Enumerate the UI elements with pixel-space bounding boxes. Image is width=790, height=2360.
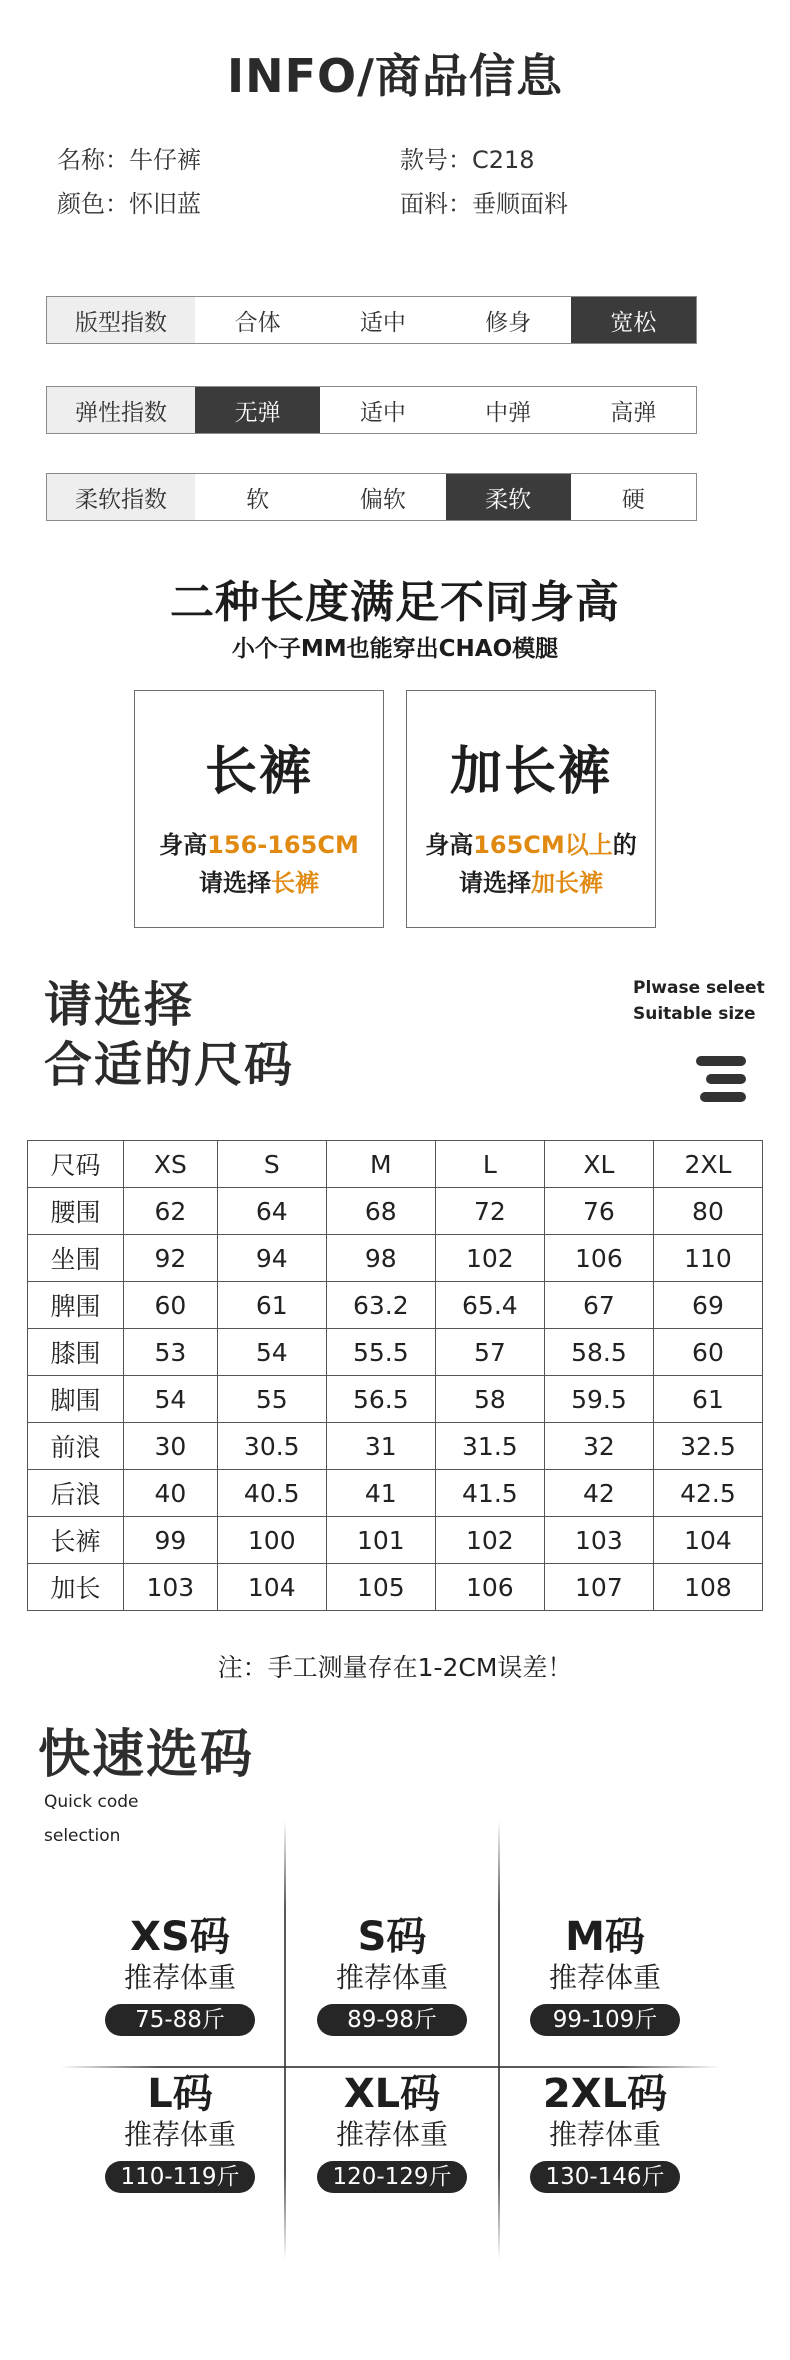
quick-card-s xyxy=(292,1914,492,2036)
length-subheading: 小个子MM也能穿出CHAO模腿 xyxy=(231,636,559,662)
table-cell: 58 xyxy=(435,1376,544,1423)
table-cell: 30 xyxy=(124,1423,218,1470)
table-row xyxy=(28,1517,763,1564)
spec-option: 修身 xyxy=(485,309,532,336)
spec-label: 弹性指数 xyxy=(47,387,195,433)
table-cell: 长裤 xyxy=(28,1517,124,1564)
table-cell: 56.5 xyxy=(326,1376,435,1423)
table-header-cell: S xyxy=(217,1141,326,1188)
quick-card-label: 推荐体重 xyxy=(123,1961,236,1994)
table-cell: 101 xyxy=(326,1517,435,1564)
length-card-choose: 请选择加长裤 xyxy=(459,869,603,897)
table-cell: 坐围 xyxy=(28,1235,124,1282)
table-cell: 72 xyxy=(435,1188,544,1235)
spec-option-selected: 柔软 xyxy=(446,474,571,520)
table-row xyxy=(28,1282,763,1329)
quick-card-label: 推荐体重 xyxy=(123,2118,236,2151)
table-cell: 40 xyxy=(124,1470,218,1517)
select-size-title-line1: 请选择 xyxy=(44,977,195,1033)
table-cell: 102 xyxy=(435,1235,544,1282)
table-cell: 54 xyxy=(217,1329,326,1376)
quick-card-weight-badge: 89-98斤 xyxy=(317,2004,467,2036)
table-cell: 92 xyxy=(124,1235,218,1282)
table-cell: 31 xyxy=(326,1423,435,1470)
grid-divider xyxy=(284,1820,286,2260)
table-cell: 80 xyxy=(653,1188,762,1235)
table-cell: 30.5 xyxy=(217,1423,326,1470)
quick-card-size: L码 xyxy=(147,2071,213,2117)
quick-card-size: M码 xyxy=(565,1914,645,1960)
table-cell: 104 xyxy=(653,1517,762,1564)
menu-lines-icon xyxy=(692,1054,748,1104)
spec-option: 软 xyxy=(246,486,270,513)
table-cell: 98 xyxy=(326,1235,435,1282)
quick-card-weight-badge: 110-119斤 xyxy=(105,2161,255,2193)
spec-option-selected: 无弹 xyxy=(195,387,320,433)
table-cell: 31.5 xyxy=(435,1423,544,1470)
table-cell: 105 xyxy=(326,1564,435,1611)
size-table xyxy=(27,1140,763,1611)
table-row xyxy=(28,1423,763,1470)
table-cell: 54 xyxy=(124,1376,218,1423)
length-card-title: 加长裤 xyxy=(449,742,612,802)
quick-select-title: 快速选码 xyxy=(38,1725,255,1785)
table-cell: 58.5 xyxy=(544,1329,653,1376)
quick-card-weight-badge: 99-109斤 xyxy=(530,2004,680,2036)
table-cell: 94 xyxy=(217,1235,326,1282)
table-cell: 61 xyxy=(217,1282,326,1329)
table-cell: 65.4 xyxy=(435,1282,544,1329)
spec-label: 柔软指数 xyxy=(47,474,195,520)
table-cell: 61 xyxy=(653,1376,762,1423)
table-row xyxy=(28,1329,763,1376)
length-card-title: 长裤 xyxy=(204,742,313,802)
length-card-long xyxy=(406,690,656,928)
length-card-height: 身高165CM以上的 xyxy=(425,831,637,859)
spec-label: 版型指数 xyxy=(47,297,195,343)
product-name: 名称：牛仔裤 xyxy=(57,146,201,174)
length-card-choose: 请选择长裤 xyxy=(199,869,319,897)
table-row xyxy=(28,1376,763,1423)
quick-card-l xyxy=(80,2071,280,2193)
table-cell: 106 xyxy=(435,1564,544,1611)
table-cell: 脾围 xyxy=(28,1282,124,1329)
page-title: INFO/商品信息 xyxy=(227,49,563,103)
quick-card-weight-badge: 75-88斤 xyxy=(105,2004,255,2036)
table-cell: 55.5 xyxy=(326,1329,435,1376)
quick-card-weight-badge: 120-129斤 xyxy=(317,2161,467,2193)
spec-elasticity-row xyxy=(46,386,697,434)
table-cell: 32 xyxy=(544,1423,653,1470)
table-cell: 32.5 xyxy=(653,1423,762,1470)
table-header-cell: L xyxy=(435,1141,544,1188)
spec-softness-row xyxy=(46,473,697,521)
table-header-row xyxy=(28,1141,763,1188)
length-card-regular xyxy=(134,690,384,928)
table-cell: 103 xyxy=(544,1517,653,1564)
table-row xyxy=(28,1188,763,1235)
product-color: 颜色：怀旧蓝 xyxy=(57,190,201,218)
quick-select-en-line2: selection xyxy=(44,1826,121,1846)
quick-card-weight-badge: 130-146斤 xyxy=(530,2161,680,2193)
table-cell: 107 xyxy=(544,1564,653,1611)
length-card-height: 身高156-165CM xyxy=(159,831,359,859)
table-cell: 腰围 xyxy=(28,1188,124,1235)
select-size-title-line2: 合适的尺码 xyxy=(44,1037,295,1093)
quick-card-size: XS码 xyxy=(130,1914,230,1960)
table-cell: 102 xyxy=(435,1517,544,1564)
spec-option: 适中 xyxy=(359,399,406,426)
quick-card-size: S码 xyxy=(357,1914,427,1960)
measurement-note: 注：手工测量存在1-2CM误差！ xyxy=(217,1653,573,1682)
table-cell: 106 xyxy=(544,1235,653,1282)
spec-option: 硬 xyxy=(621,486,645,513)
table-cell: 后浪 xyxy=(28,1470,124,1517)
table-cell: 42 xyxy=(544,1470,653,1517)
table-cell: 104 xyxy=(217,1564,326,1611)
quick-card-size: XL码 xyxy=(343,2071,441,2117)
table-cell: 脚围 xyxy=(28,1376,124,1423)
spec-option-selected: 宽松 xyxy=(571,297,696,343)
spec-option: 偏软 xyxy=(359,486,406,513)
table-cell: 57 xyxy=(435,1329,544,1376)
table-cell: 41 xyxy=(326,1470,435,1517)
quick-card-m xyxy=(505,1914,705,2036)
table-cell: 42.5 xyxy=(653,1470,762,1517)
table-cell: 53 xyxy=(124,1329,218,1376)
quick-card-label: 推荐体重 xyxy=(335,2118,448,2151)
select-size-en-line2: Suitable size xyxy=(633,1004,756,1024)
quick-card-xs xyxy=(80,1914,280,2036)
table-cell: 前浪 xyxy=(28,1423,124,1470)
table-row xyxy=(28,1470,763,1517)
table-cell: 76 xyxy=(544,1188,653,1235)
table-cell: 67 xyxy=(544,1282,653,1329)
table-cell: 60 xyxy=(124,1282,218,1329)
table-cell: 59.5 xyxy=(544,1376,653,1423)
spec-fit-row xyxy=(46,296,697,344)
table-cell: 68 xyxy=(326,1188,435,1235)
table-cell: 99 xyxy=(124,1517,218,1564)
table-cell: 103 xyxy=(124,1564,218,1611)
length-heading: 二种长度满足不同身高 xyxy=(170,577,620,628)
grid-divider xyxy=(498,1820,500,2260)
table-row xyxy=(28,1564,763,1611)
quick-card-xl xyxy=(292,2071,492,2193)
table-cell: 40.5 xyxy=(217,1470,326,1517)
product-fabric: 面料：垂顺面料 xyxy=(400,190,568,218)
quick-card-2xl xyxy=(505,2071,705,2193)
spec-option: 适中 xyxy=(359,309,406,336)
table-header-cell: 2XL xyxy=(653,1141,762,1188)
table-header-cell: XL xyxy=(544,1141,653,1188)
table-row xyxy=(28,1235,763,1282)
quick-card-label: 推荐体重 xyxy=(335,1961,448,1994)
table-cell: 108 xyxy=(653,1564,762,1611)
table-cell: 加长 xyxy=(28,1564,124,1611)
quick-select-en-line1: Quick code xyxy=(44,1792,139,1812)
table-header-cell: 尺码 xyxy=(28,1141,124,1188)
table-cell: 100 xyxy=(217,1517,326,1564)
table-cell: 62 xyxy=(124,1188,218,1235)
spec-option: 中弹 xyxy=(485,399,532,426)
table-cell: 69 xyxy=(653,1282,762,1329)
spec-option: 合体 xyxy=(234,309,281,336)
select-size-en-line1: Plwase seleet xyxy=(633,978,765,998)
quick-card-size: 2XL码 xyxy=(542,2071,668,2117)
product-code: 款号：C218 xyxy=(400,146,535,174)
table-cell: 60 xyxy=(653,1329,762,1376)
table-cell: 110 xyxy=(653,1235,762,1282)
quick-card-label: 推荐体重 xyxy=(548,1961,661,1994)
table-cell: 41.5 xyxy=(435,1470,544,1517)
table-cell: 63.2 xyxy=(326,1282,435,1329)
table-header-cell: M xyxy=(326,1141,435,1188)
table-cell: 膝围 xyxy=(28,1329,124,1376)
spec-option: 高弹 xyxy=(610,399,657,426)
table-cell: 64 xyxy=(217,1188,326,1235)
table-cell: 55 xyxy=(217,1376,326,1423)
grid-divider xyxy=(60,2066,720,2068)
table-header-cell: XS xyxy=(124,1141,218,1188)
quick-card-label: 推荐体重 xyxy=(548,2118,661,2151)
